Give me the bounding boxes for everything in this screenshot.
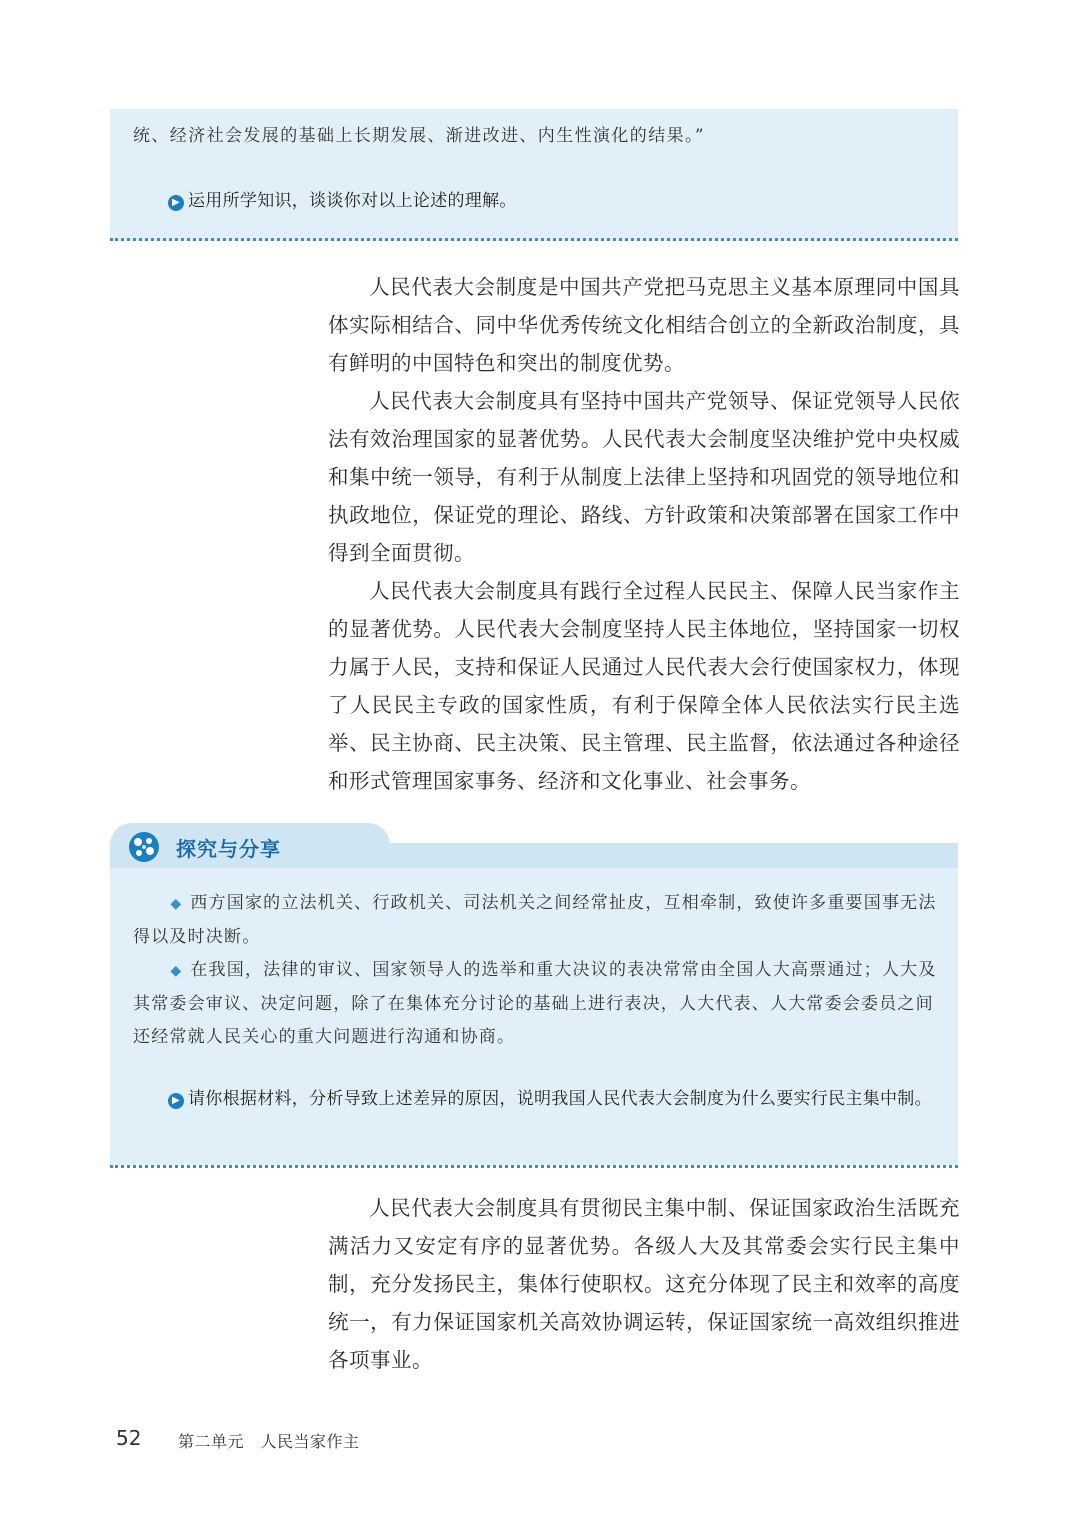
section-title: 探究与分享 (176, 837, 281, 861)
explore-share-icon (128, 831, 160, 863)
arrow-right-icon: ▶ (168, 195, 184, 211)
divider-dotted (110, 238, 958, 241)
arrow-right-icon: ▶ (168, 1093, 184, 1109)
explore-prompt-text: 请你根据材料，分析导致上述差异的原因，说明我国人民代表大会制度为什么要实行民主集中制。 (188, 1089, 932, 1109)
explore-share-header (110, 823, 958, 868)
bullet-item: ◆ 西方国家的立法机关、行政机关、司法机关之间经常扯皮，互相牵制，致使许多重要国事无法得以及时决断。 (133, 893, 937, 947)
paragraph: 人民代表大会制度是中国共产党把马克思主义基本原理同中国具体实际相结合、同中华优秀传统文化相结合创立的全新政治制度，具有鲜明的中国特色和突出的制度优势。 (328, 275, 960, 375)
explore-prompt (133, 1083, 943, 1116)
bullet-item: ◆ 在我国，法律的审议、国家领导人的选举和重大决议的表决常常由全国人大高票通过；人大及其常委会审议、决定问题，除了在集体充分讨论的基础上进行表决，人大代表、人大常委会委员之间还经常就人民关心的重大问题进行沟通和协商。 (133, 960, 937, 1047)
diamond-bullet-icon: ◆ (170, 896, 183, 912)
unit-title: 第二单元 人民当家作主 (178, 1432, 360, 1451)
paragraph: 人民代表大会制度具有践行全过程人民民主、保障人民当家作主的显著优势。人民代表大会制度坚持人民主体地位，坚持国家一切权力属于人民，支持和保证人民通过人民代表大会行使国家权力，体现了人民民主专政的国家性质，有利于保障全体人民依法实行民主选举、民主协商、民主决策、民主管理、民主监督，依法通过各种途径和形式管理国家事务、经济和文化事业、社会事务。 (328, 579, 960, 793)
divider-dotted (110, 1165, 958, 1168)
main-text-section-2 (328, 1189, 960, 1379)
top-box-text: 统、经济社会发展的基础上长期发展、渐进改进、内生性演化的结果。” (133, 126, 705, 146)
top-box-prompt (168, 185, 948, 218)
main-text-section-1 (328, 268, 960, 800)
paragraph: 人民代表大会制度具有坚持中国共产党领导、保证党领导人民依法有效治理国家的显著优势。人民代表大会制度坚决维护党中央权威和集中统一领导，有利于从制度上法律上坚持和巩固党的领导地位和执政地位，保证党的理论、路线、方针政策和决策部署在国家工作中得到全面贯彻。 (328, 389, 960, 565)
paragraph: 人民代表大会制度具有贯彻民主集中制、保证国家政治生活既充满活力又安定有序的显著优势。各级人大及其常委会实行民主集中制，充分发扬民主，集体行使职权。这充分体现了民主和效率的高度统一，有力保证国家机关高效协调运转，保证国家统一高效组织推进各项事业。 (328, 1196, 960, 1372)
diamond-bullet-icon: ◆ (170, 963, 183, 979)
explore-bullets (133, 887, 938, 1054)
top-box-prompt-text: 运用所学知识，谈谈你对以上论述的理解。 (188, 191, 517, 211)
page-number: 52 (116, 1426, 142, 1450)
